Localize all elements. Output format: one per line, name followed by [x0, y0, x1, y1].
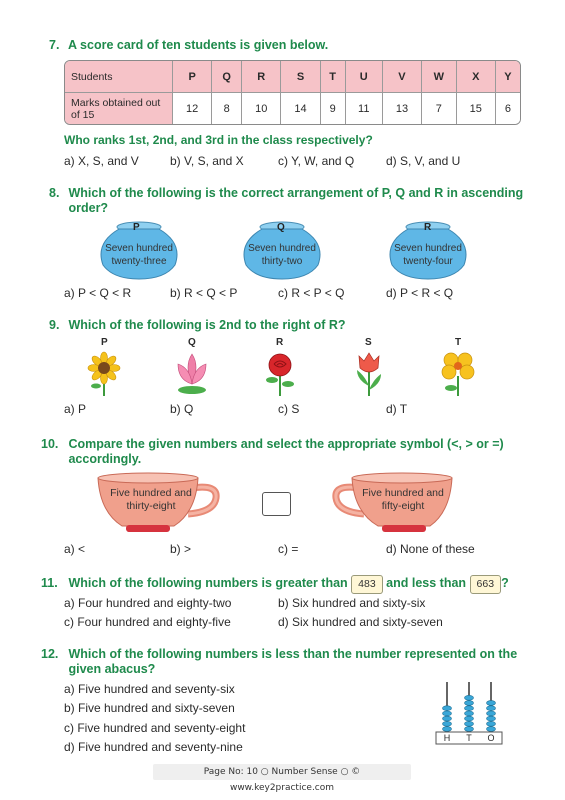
student-cell: W — [422, 61, 456, 93]
abacus-bead — [487, 711, 496, 716]
q8-option-a[interactable]: a) P < Q < R — [64, 286, 132, 300]
q7-option-d[interactable]: d) S, V, and U — [386, 154, 461, 168]
q8-option-d[interactable]: d) P < R < Q — [386, 286, 454, 300]
q9-question: 9. Which of the following is 2nd to the right of R? — [49, 318, 346, 332]
abacus-label-ones: O — [487, 733, 495, 743]
q7-option-a[interactable]: a) X, S, and V — [64, 154, 139, 168]
q12-option-d[interactable]: d) Five hundred and seventy-nine — [64, 740, 243, 754]
flower-q-label: Q — [188, 337, 196, 348]
pansy-icon — [440, 350, 476, 396]
abacus-bead — [465, 695, 474, 700]
q10-option-a[interactable]: a) < — [64, 542, 86, 556]
marks-cell: 7 — [422, 93, 456, 124]
q9-option-d[interactable]: d) T — [386, 402, 408, 416]
tulip-icon — [351, 350, 387, 396]
q10-option-c[interactable]: c) = — [278, 542, 299, 556]
abacus-bead — [465, 701, 474, 706]
q12-question: 12. Which of the following numbers is less than the number represented on the given abacus? — [41, 647, 518, 676]
q12-option-c[interactable]: c) Five hundred and seventy-eight — [64, 721, 246, 735]
abacus-bead — [487, 706, 496, 711]
cup-left-text: Five hundred and thirty-eight — [110, 487, 192, 512]
symbol-answer-box[interactable] — [262, 492, 291, 516]
cup-right-text: Five hundred and fifty-eight — [362, 487, 444, 512]
abacus-bead — [487, 721, 496, 726]
abacus-bead — [465, 716, 474, 721]
q7-question: 7. A score card of ten students is given below. — [49, 38, 329, 52]
q8-question: 8. Which of the following is the correct arrangement of P, Q and R in ascending order? — [49, 186, 524, 215]
q7-option-c[interactable]: c) Y, W, and Q — [278, 154, 355, 168]
q10-question: 10. Compare the given numbers and select the appropriate symbol (<, > or =) accordingly. — [41, 437, 504, 466]
abacus-bead — [443, 721, 452, 726]
marks-cell: 10 — [242, 93, 281, 124]
abacus-bead — [487, 716, 496, 721]
q8-option-c[interactable]: c) R < P < Q — [278, 286, 345, 300]
q8-option-b[interactable]: b) R < Q < P — [170, 286, 238, 300]
marks-cell: 6 — [496, 93, 520, 124]
abacus-place-labels — [436, 732, 502, 744]
marks-cell: 9 — [321, 93, 346, 124]
student-cell: Q — [212, 61, 242, 93]
value-box-lower: 483 — [351, 575, 383, 594]
q9-option-b[interactable]: b) Q — [170, 402, 194, 416]
score-table — [64, 60, 521, 125]
marks-header: Marks obtained out of 15 — [65, 93, 173, 124]
flower-r-label: R — [276, 337, 284, 348]
abacus-bead — [465, 727, 474, 732]
student-cell: P — [173, 61, 212, 93]
pot-p-label: P — [133, 222, 140, 233]
marks-cell: 15 — [457, 93, 496, 124]
marks-cell: 11 — [346, 93, 383, 124]
pot-r-label: R — [424, 222, 432, 233]
q12-option-a[interactable]: a) Five hundred and seventy-six — [64, 682, 235, 696]
pot-q-label: Q — [277, 222, 285, 233]
abacus-bead — [443, 706, 452, 711]
abacus-bead — [465, 706, 474, 711]
rose-icon — [262, 350, 298, 396]
q11-option-b[interactable]: b) Six hundred and sixty-six — [278, 596, 426, 610]
flower-p-label: P — [101, 337, 108, 348]
abacus-bead — [443, 727, 452, 732]
q11-option-c[interactable]: c) Four hundred and eighty-five — [64, 615, 231, 629]
student-cell: S — [281, 61, 320, 93]
sunflower-icon — [86, 350, 122, 396]
q11-option-d[interactable]: d) Six hundred and sixty-seven — [278, 615, 443, 629]
abacus-bead — [465, 711, 474, 716]
student-cell: T — [321, 61, 346, 93]
abacus-bead — [487, 727, 496, 732]
q9-option-a[interactable]: a) P — [64, 402, 87, 416]
pot-p-text: Seven hundred twenty-three — [105, 243, 173, 267]
q10-option-d[interactable]: d) None of these — [386, 542, 475, 556]
student-cell: V — [383, 61, 422, 93]
abacus-label-hundreds: H — [443, 733, 451, 743]
student-cell: U — [346, 61, 383, 93]
student-cell: Y — [496, 61, 520, 93]
abacus-bead — [487, 701, 496, 706]
flower-t-label: T — [455, 337, 462, 348]
marks-cell: 14 — [281, 93, 320, 124]
q7-option-b[interactable]: b) V, S, and X — [170, 154, 244, 168]
student-cell: X — [457, 61, 496, 93]
lotus-icon — [174, 350, 210, 396]
marks-cell: 8 — [212, 93, 242, 124]
student-cell: R — [242, 61, 281, 93]
marks-cell: 13 — [383, 93, 422, 124]
q10-option-b[interactable]: b) > — [170, 542, 192, 556]
abacus-bead — [465, 721, 474, 726]
q11-option-a[interactable]: a) Four hundred and eighty-two — [64, 596, 232, 610]
q7-sub-question: Who ranks 1st, 2nd, and 3rd in the class respectively? — [64, 133, 373, 147]
pot-r-text: Seven hundred twenty-four — [394, 243, 462, 267]
abacus-bead — [443, 716, 452, 721]
abacus-label-tens: T — [466, 733, 472, 743]
q9-option-c[interactable]: c) S — [278, 402, 300, 416]
abacus-bead — [443, 711, 452, 716]
students-header: Students — [65, 61, 173, 93]
pot-q-text: Seven hundred thirty-two — [248, 243, 316, 267]
flower-s-label: S — [365, 337, 372, 348]
q12-option-b[interactable]: b) Five hundred and sixty-seven — [64, 701, 235, 715]
page-footer: Page No: 10 ○ Number Sense ○ © www.key2practice.com — [153, 764, 411, 780]
q11-question: 11. Which of the following numbers is greater than 483 and less than 663 ? — [41, 575, 509, 594]
marks-cell: 12 — [173, 93, 212, 124]
value-box-upper: 663 — [470, 575, 502, 594]
